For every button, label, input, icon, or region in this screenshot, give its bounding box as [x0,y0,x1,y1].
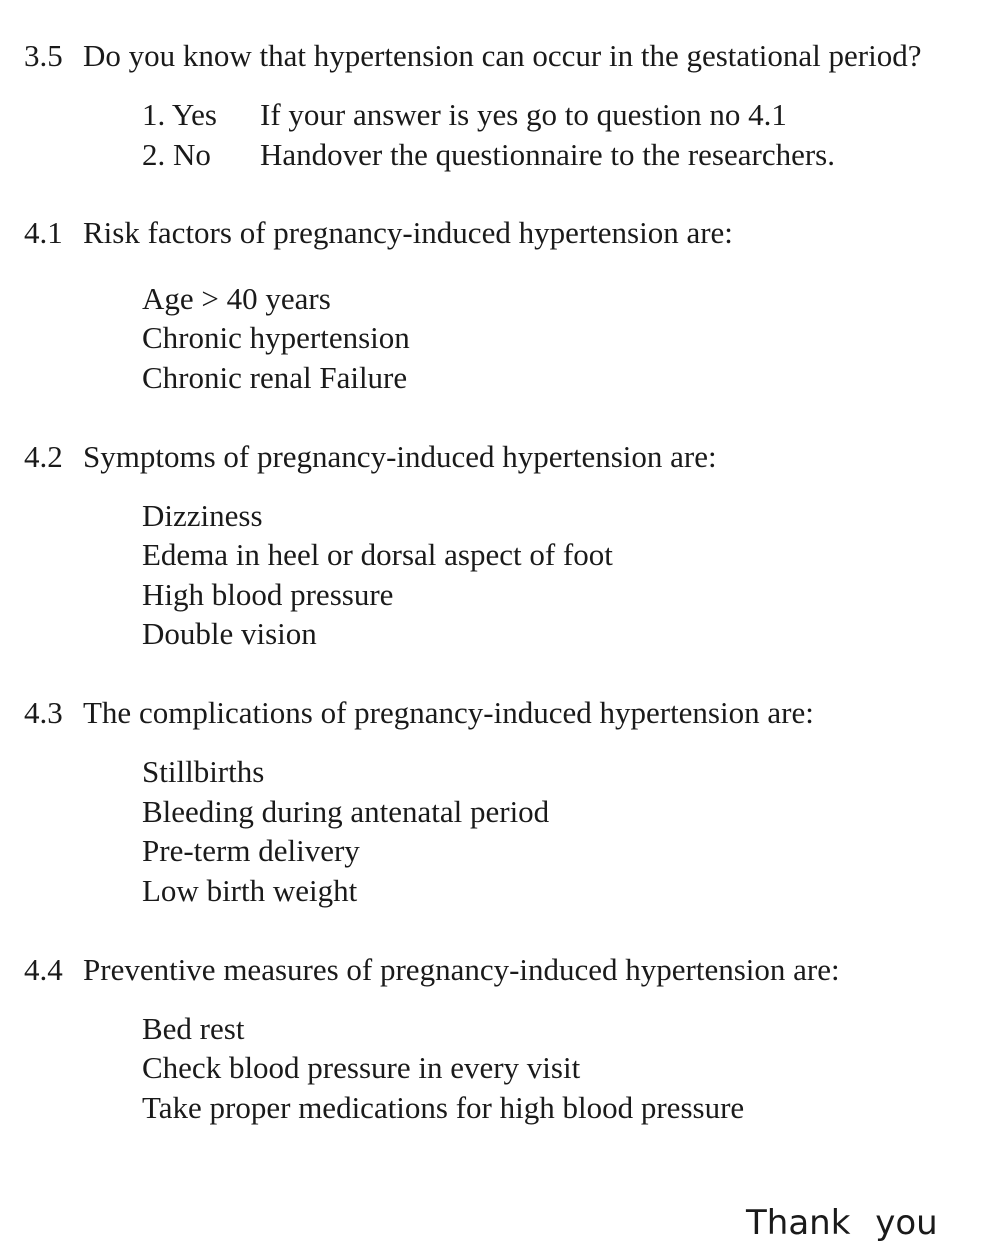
option-instruction: If your answer is yes go to question no 4.1 [260,97,787,132]
question-text: Symptoms of pregnancy-induced hypertension are: [83,439,717,474]
question-number: 4.1 [24,215,63,250]
option-no [142,137,835,173]
option-label: 2. No [142,137,211,172]
question-4-1 [24,215,733,251]
question-4-3 [24,695,814,731]
question-text: Preventive measures of pregnancy-induced hypertension are: [83,952,840,987]
closing-thank-you: Thank you [746,1203,938,1243]
list-item: Pre-term delivery [142,833,360,868]
question-text: Risk factors of pregnancy-induced hypertension are: [83,215,733,250]
list-item: Chronic hypertension [142,320,410,355]
question-3-5 [24,38,921,74]
list-item: Double vision [142,616,317,651]
list-item: Edema in heel or dorsal aspect of foot [142,537,613,572]
question-number: 4.3 [24,695,63,730]
question-number: 4.4 [24,952,63,987]
list-item: Bleeding during antenatal period [142,794,550,829]
question-number: 3.5 [24,38,63,73]
list-item: Dizziness [142,498,263,533]
option-instruction: Handover the questionnaire to the researchers. [260,137,835,172]
question-number: 4.2 [24,439,63,474]
question-4-2 [24,439,717,475]
list-item: Stillbirths [142,754,265,789]
list-item: High blood pressure [142,577,394,612]
option-yes [142,97,787,133]
list-item: Bed rest [142,1011,245,1046]
question-text: The complications of pregnancy-induced hypertension are: [83,695,814,730]
list-item: Low birth weight [142,873,358,908]
list-item: Chronic renal Failure [142,360,408,395]
option-label: 1. Yes [142,97,217,132]
question-4-4 [24,952,840,988]
question-text: Do you know that hypertension can occur in the gestational period? [83,38,922,73]
list-item: Take proper medications for high blood pressure [142,1090,745,1125]
list-item: Age > 40 years [142,281,331,316]
list-item: Check blood pressure in every visit [142,1050,581,1085]
